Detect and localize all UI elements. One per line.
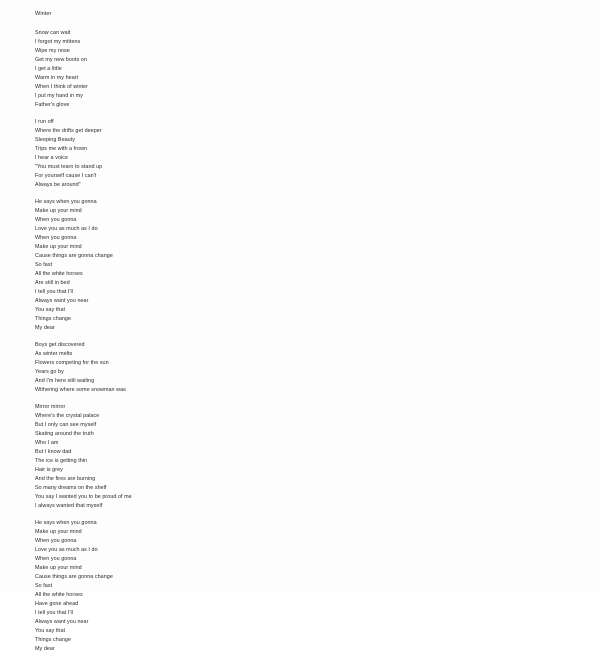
lyric-line: Make up your mind xyxy=(35,244,82,250)
lyric-line: You say I wanted you to be proud of me xyxy=(35,494,132,500)
lyric-line: Trips me with a frown xyxy=(35,146,88,152)
lyric-line: Where the drifts get deeper xyxy=(35,128,102,134)
stanza xyxy=(35,29,335,110)
lyric-line: So fast xyxy=(35,262,53,268)
song-title: Winter xyxy=(35,11,52,17)
lyric-line: Boys get discovered xyxy=(35,342,85,348)
lyric-line: Make up your mind xyxy=(35,565,82,571)
lyric-line: Warm in my heart xyxy=(35,75,79,81)
lyrics-column xyxy=(35,10,335,662)
lyric-line: Get my new boots on xyxy=(35,57,87,63)
lyric-line: You say that xyxy=(35,307,66,313)
lyric-line: "You must learn to stand up xyxy=(35,164,103,170)
lyric-line: When I think of winter xyxy=(35,84,88,90)
lyric-line: Snow can wait xyxy=(35,30,71,36)
lyric-line: Skating around the truth xyxy=(35,431,94,437)
stanza xyxy=(35,403,335,511)
lyric-line: I get a little xyxy=(35,66,62,72)
lyric-line: Love you as much as I do xyxy=(35,226,98,232)
lyric-line: So fast xyxy=(35,583,53,589)
lyric-line: For yourself cause I can't xyxy=(35,173,97,179)
lyric-line: Make up your mind xyxy=(35,208,82,214)
stanza xyxy=(35,341,335,395)
lyric-line: So many dreams on the shelf xyxy=(35,485,107,491)
lyric-line: I hear a voice xyxy=(35,155,69,161)
lyric-line: But I only can see myself xyxy=(35,422,97,428)
lyric-line: Have gone ahead xyxy=(35,601,79,607)
lyric-line: Always want you near xyxy=(35,619,89,625)
lyric-line: Hair is grey xyxy=(35,467,63,473)
lyric-line: All the white horses xyxy=(35,271,83,277)
lyric-line: He says when you gonna xyxy=(35,199,97,205)
lyric-line: Wipe my nose xyxy=(35,48,70,54)
lyric-line: You say that xyxy=(35,628,66,634)
lyric-line: Flowers competing for the sun xyxy=(35,360,109,366)
lyric-line: Years go by xyxy=(35,369,64,375)
lyric-line: Cause things are gonna change xyxy=(35,253,113,259)
lyric-line: I always wanted that myself xyxy=(35,503,103,509)
lyric-line: All the white horses xyxy=(35,592,83,598)
lyric-line: I tell you that I'll xyxy=(35,289,73,295)
lyric-line: Love you as much as I do xyxy=(35,547,98,553)
stanza-list xyxy=(35,29,335,654)
lyric-line: Always want you near xyxy=(35,298,89,304)
lyric-line: I put my hand in my xyxy=(35,93,83,99)
lyric-line: Mirror mirror xyxy=(35,404,66,410)
lyric-line: I tell you that I'll xyxy=(35,610,73,616)
lyric-line: Father's glove xyxy=(35,102,70,108)
lyric-line: Always be around" xyxy=(35,182,81,188)
lyric-line: When you gonna xyxy=(35,217,77,223)
lyric-line: As winter melts xyxy=(35,351,73,357)
lyric-line: Make up your mind xyxy=(35,529,82,535)
lyric-line: But I know dad xyxy=(35,449,72,455)
lyric-line: I forgot my mittens xyxy=(35,39,81,45)
lyric-line: When you gonna xyxy=(35,235,77,241)
lyric-line: Are still in bed xyxy=(35,280,70,286)
lyric-line: And I'm here still waiting xyxy=(35,378,95,384)
lyric-line: Who I am xyxy=(35,440,59,446)
lyric-line: Cause things are gonna change xyxy=(35,574,113,580)
lyric-line: Things change xyxy=(35,316,72,322)
lyric-line: My dear xyxy=(35,646,55,652)
stanza xyxy=(35,519,335,654)
stanza xyxy=(35,198,335,333)
lyric-line: Withering where some snowman was xyxy=(35,387,126,393)
lyric-line: Sleeping Beauty xyxy=(35,137,76,143)
lyric-line: When you gonna xyxy=(35,556,77,562)
stanza xyxy=(35,118,335,190)
lyric-line: Things change xyxy=(35,637,72,643)
lyric-line: He says when you gonna xyxy=(35,520,97,526)
lyric-line: Where's the crystal palace xyxy=(35,413,100,419)
lyric-line: When you gonna xyxy=(35,538,77,544)
lyric-line: And the fires are burning xyxy=(35,476,96,482)
lyric-line: The ice is getting thin xyxy=(35,458,88,464)
lyric-line: I run off xyxy=(35,119,54,125)
lyric-line: My dear xyxy=(35,325,55,331)
